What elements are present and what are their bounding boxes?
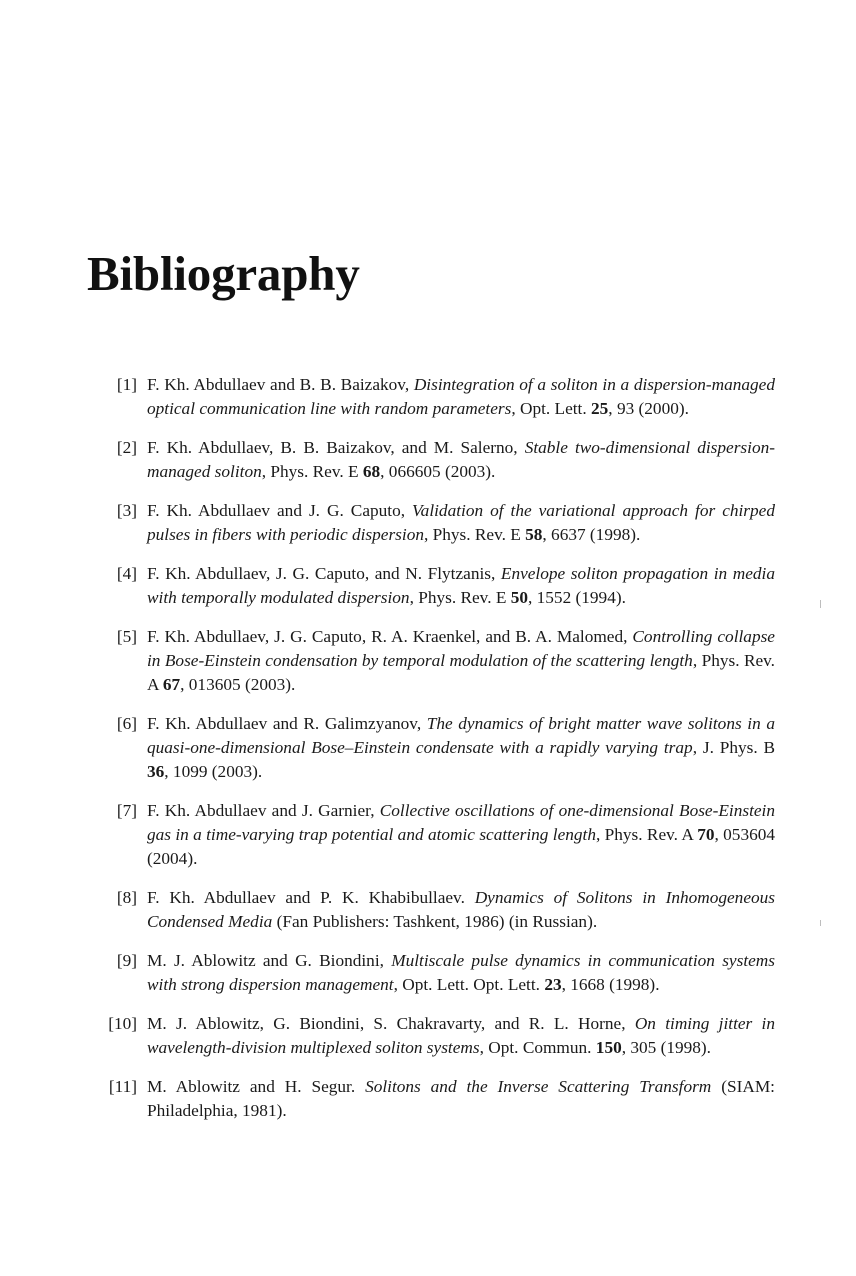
reference-title: Multiscale pulse dynamics in communication systems with strong dispersion management [147,951,775,994]
reference-journal: , Opt. Commun. [479,1038,596,1057]
reference-title: On timing jitter in wavelength-division multiplexed soliton systems [147,1014,775,1057]
reference-text [137,1075,775,1123]
reference-pages-year: , 6637 (1998). [542,525,641,544]
reference-text [137,799,775,871]
reference-title: Controlling collapse in Bose-Einstein condensation by temporal modulation of the scattering length [147,627,775,670]
reference-pages-year: , 013605 (2003). [180,675,296,694]
scan-edge-mark [820,920,821,926]
reference-journal: , Phys. Rev. A [595,825,698,844]
reference-journal: , Phys. Rev. E [261,462,363,481]
reference-journal: (Fan Publishers: Tashkent, 1986) (in Russian). [272,912,598,931]
reference-item [87,373,775,421]
reference-journal: , Opt. Lett. Opt. Lett. [393,975,545,994]
reference-volume: 36 [147,762,165,781]
reference-authors: F. Kh. Abdullaev and J. Garnier, [147,801,380,820]
reference-authors: M. J. Ablowitz, G. Biondini, S. Chakravarty, and R. L. Horne, [147,1014,635,1033]
reference-pages-year: , 305 (1998). [621,1038,711,1057]
reference-text [137,373,775,421]
reference-number: [4] [116,564,137,583]
reference-authors: F. Kh. Abdullaev, J. G. Caputo, R. A. Kraenkel, and B. A. Malomed, [147,627,633,646]
reference-authors: F. Kh. Abdullaev and P. K. Khabibullaev. [147,888,475,907]
reference-item [87,499,775,547]
reference-authors: M. J. Ablowitz and G. Biondini, [147,951,392,970]
reference-volume: 58 [525,525,543,544]
reference-text [137,625,775,697]
reference-item [87,799,775,871]
reference-item [87,712,775,784]
reference-journal: , J. Phys. B [692,738,776,757]
reference-volume: 25 [591,399,609,418]
reference-title: Solitons and the Inverse Scattering Transform [365,1077,712,1096]
reference-title: Dynamics of Solitons in Inhomogeneous Condensed Media [147,888,775,931]
reference-title: Envelope soliton propagation in media with temporally modulated dispersion [147,564,776,607]
reference-volume: 23 [544,975,562,994]
reference-authors: F. Kh. Abdullaev and J. G. Caputo, [147,501,413,520]
reference-authors: F. Kh. Abdullaev, J. G. Caputo, and N. Flytzanis, [147,564,501,583]
reference-volume: 150 [595,1038,622,1057]
reference-number: [11] [108,1077,137,1096]
page-title: Bibliography [87,246,360,301]
reference-volume: 67 [162,675,181,694]
reference-authors: F. Kh. Abdullaev and B. B. Baizakov, [147,375,414,394]
reference-journal: , Phys. Rev. A [147,651,775,694]
reference-number: [10] [108,1014,137,1033]
reference-journal: (SIAM: Philadelphia, 1981). [147,1077,775,1120]
reference-authors: F. Kh. Abdullaev, B. B. Baizakov, and M. Salerno, [147,438,525,457]
reference-title: Stable two-dimensional dispersion-managed soliton [147,438,775,481]
reference-authors: M. Ablowitz and H. Segur. [147,1077,366,1096]
reference-volume: 68 [362,462,381,481]
reference-list [87,373,775,1138]
reference-authors: F. Kh. Abdullaev and R. Galimzyanov, [147,714,427,733]
reference-journal: , Phys. Rev. E [423,525,526,544]
reference-title: Disintegration of a soliton in a dispersion-managed optical communication line with random parameters [147,375,775,418]
reference-text [137,712,775,784]
reference-item [87,436,775,484]
reference-pages-year: , 1552 (1994). [528,588,626,607]
reference-title: The dynamics of bright matter wave solitons in a quasi-one-dimensional Bose–Einstein condensate with a rapidly varying trap [147,714,775,757]
reference-volume: 70 [697,825,715,844]
reference-text [137,949,775,997]
reference-pages-year: , 1099 (2003). [164,762,263,781]
reference-text [137,1012,775,1060]
reference-number: [1] [116,375,137,394]
reference-item [87,949,775,997]
reference-journal: , Phys. Rev. E [409,588,511,607]
reference-volume: 50 [510,588,528,607]
reference-number: [9] [116,951,137,970]
reference-item [87,625,775,697]
reference-number: [3] [116,501,137,520]
reference-text [137,562,775,610]
reference-text [137,499,775,547]
reference-pages-year: , 053604 (2004). [147,825,776,868]
reference-text [137,886,775,934]
reference-item [87,1075,775,1123]
reference-text [137,436,775,484]
scan-edge-mark [820,600,821,608]
reference-title: Validation of the variational approach for chirped pulses in fibers with periodic dispersion [147,501,775,544]
reference-title: Collective oscillations of one-dimensional Bose-Einstein gas in a time-varying trap potential and atomic scattering length [147,801,775,844]
reference-pages-year: , 93 (2000). [608,399,689,418]
reference-number: [7] [116,801,137,820]
reference-item [87,886,775,934]
reference-number: [2] [116,438,137,457]
reference-journal: , Opt. Lett. [511,399,592,418]
reference-pages-year: , 066605 (2003). [380,462,496,481]
reference-item [87,562,775,610]
reference-number: [6] [116,714,137,733]
reference-pages-year: , 1668 (1998). [561,975,660,994]
reference-number: [5] [116,627,137,646]
reference-item [87,1012,775,1060]
reference-number: [8] [116,888,137,907]
